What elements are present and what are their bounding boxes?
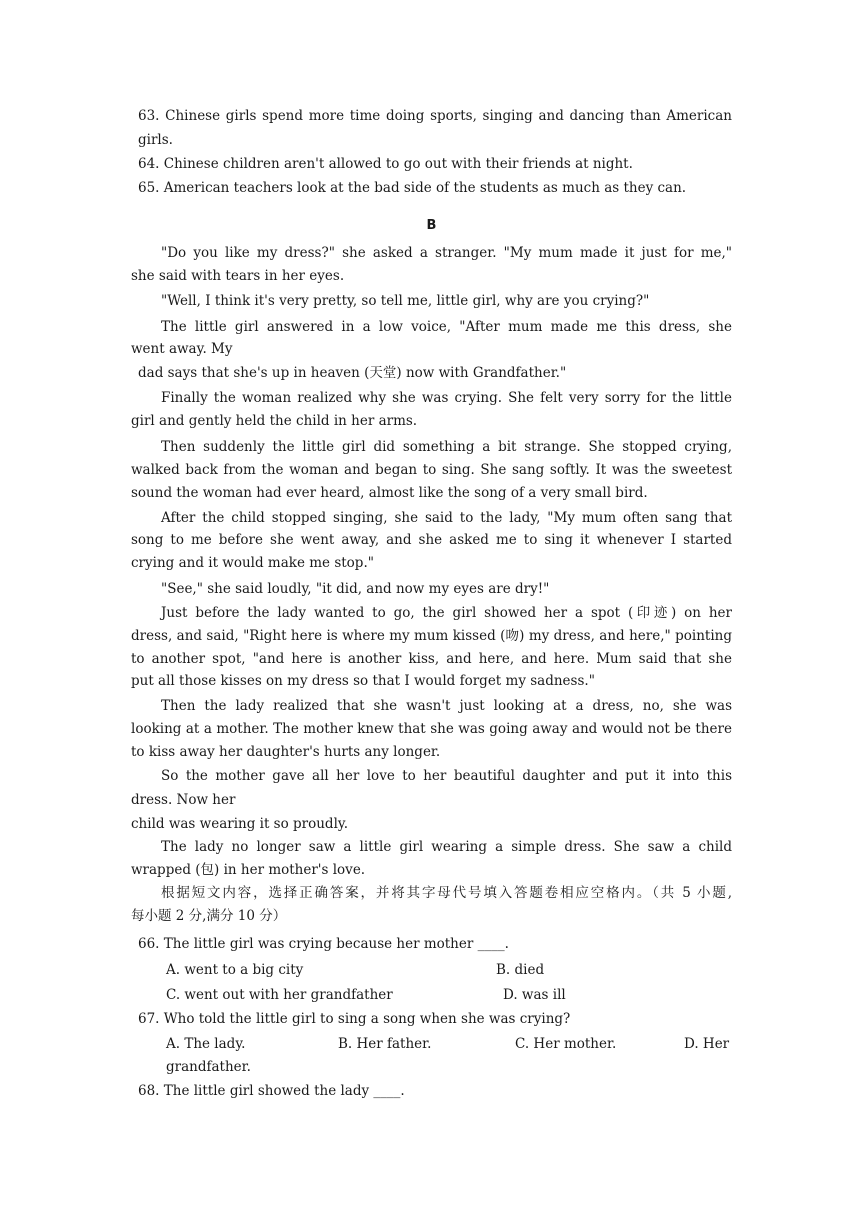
passage-line: she said with tears in her eyes.	[131, 268, 345, 284]
question-67-option-a: A. The lady.	[166, 1036, 246, 1052]
passage-line: So the mother gave all her love to her beautiful daughter and put it into this	[161, 768, 732, 784]
passage-line: Then suddenly the little girl did something a bit strange. She stopped crying,	[161, 439, 732, 455]
passage-line: to another spot, "and here is another kiss, and here, and here. Mum said that she	[131, 651, 732, 667]
passage-line: walked back from the woman and began to sing. She sang softly. It was the sweetest	[131, 462, 732, 478]
statement-63: 63. Chinese girls spend more time doing sports, singing and dancing than American	[138, 108, 732, 124]
passage-line: The lady no longer saw a little girl wearing a simple dress. She saw a child	[161, 839, 732, 855]
question-67-option-d-cont: grandfather.	[166, 1059, 251, 1075]
passage-line: The little girl answered in a low voice, "After mum made me this dress, she	[161, 319, 732, 335]
passage-line: "See," she said loudly, "it did, and now my eyes are dry!"	[161, 581, 550, 597]
passage-line: crying and it would make me stop."	[131, 555, 374, 571]
section-title: B	[426, 218, 437, 233]
instructions-line: 根据短文内容，选择正确答案，并将其字母代号填入答题卷相应空格内。（共 5 小题,	[161, 885, 732, 901]
question-67-option-c: C. Her mother.	[515, 1036, 617, 1052]
passage-line: After the child stopped singing, she said to the lady, "My mum often sang that	[161, 510, 732, 526]
passage-line: dad says that she's up in heaven (天堂) now with Grandfather."	[138, 365, 567, 381]
question-68-stem: 68. The little girl showed the lady ____.	[138, 1083, 405, 1099]
question-67-stem: 67. Who told the little girl to sing a song when she was crying?	[138, 1011, 571, 1027]
passage-line: Just before the lady wanted to go, the girl showed her a spot (印迹) on her	[161, 605, 732, 621]
passage-line: sound the woman had ever heard, almost like the song of a very small bird.	[131, 485, 648, 501]
passage-line: "Do you like my dress?" she asked a stranger. "My mum made it just for me,"	[161, 245, 732, 261]
instructions-line: 每小题 2 分,满分 10 分）	[131, 908, 287, 924]
passage-line: put all those kisses on my dress so that I would forget my sadness."	[131, 673, 595, 689]
passage-line: looking at a mother. The mother knew that she was going away and would not be there	[131, 721, 732, 737]
question-66-option-a: A. went to a big city	[166, 962, 304, 978]
passage-line: to kiss away her daughter's hurts any longer.	[131, 744, 441, 760]
passage-line: dress, and said, "Right here is where my mum kissed (吻) my dress, and here," pointing	[131, 628, 732, 644]
passage-line: girl and gently held the child in her arms.	[131, 413, 418, 429]
passage-line: "Well, I think it's very pretty, so tell me, little girl, why are you crying?"	[161, 293, 650, 309]
question-67-option-b: B. Her father.	[338, 1036, 432, 1052]
question-66-option-b: B. died	[496, 962, 545, 978]
question-66-option-c: C. went out with her grandfather	[166, 987, 393, 1003]
passage-line: Finally the woman realized why she was crying. She felt very sorry for the little	[161, 390, 732, 406]
passage-line: went away. My	[131, 341, 233, 357]
passage-line: Then the lady realized that she wasn't just looking at a dress, no, she was	[161, 698, 732, 714]
question-66-stem: 66. The little girl was crying because her mother ____.	[138, 936, 509, 952]
passage-line: wrapped (包) in her mother's love.	[131, 862, 366, 878]
statement-65: 65. American teachers look at the bad side of the students as much as they can.	[138, 180, 687, 196]
statement-64: 64. Chinese children aren't allowed to go out with their friends at night.	[138, 156, 633, 172]
question-67-option-d: D. Her	[684, 1036, 730, 1052]
question-66-option-d: D. was ill	[503, 987, 566, 1003]
passage-line: child was wearing it so proudly.	[131, 816, 349, 832]
passage-line: dress. Now her	[131, 792, 236, 808]
passage-line: song to me before she went away, and she asked me to sing it whenever I started	[131, 532, 732, 548]
statement-63-cont: girls.	[138, 132, 173, 148]
